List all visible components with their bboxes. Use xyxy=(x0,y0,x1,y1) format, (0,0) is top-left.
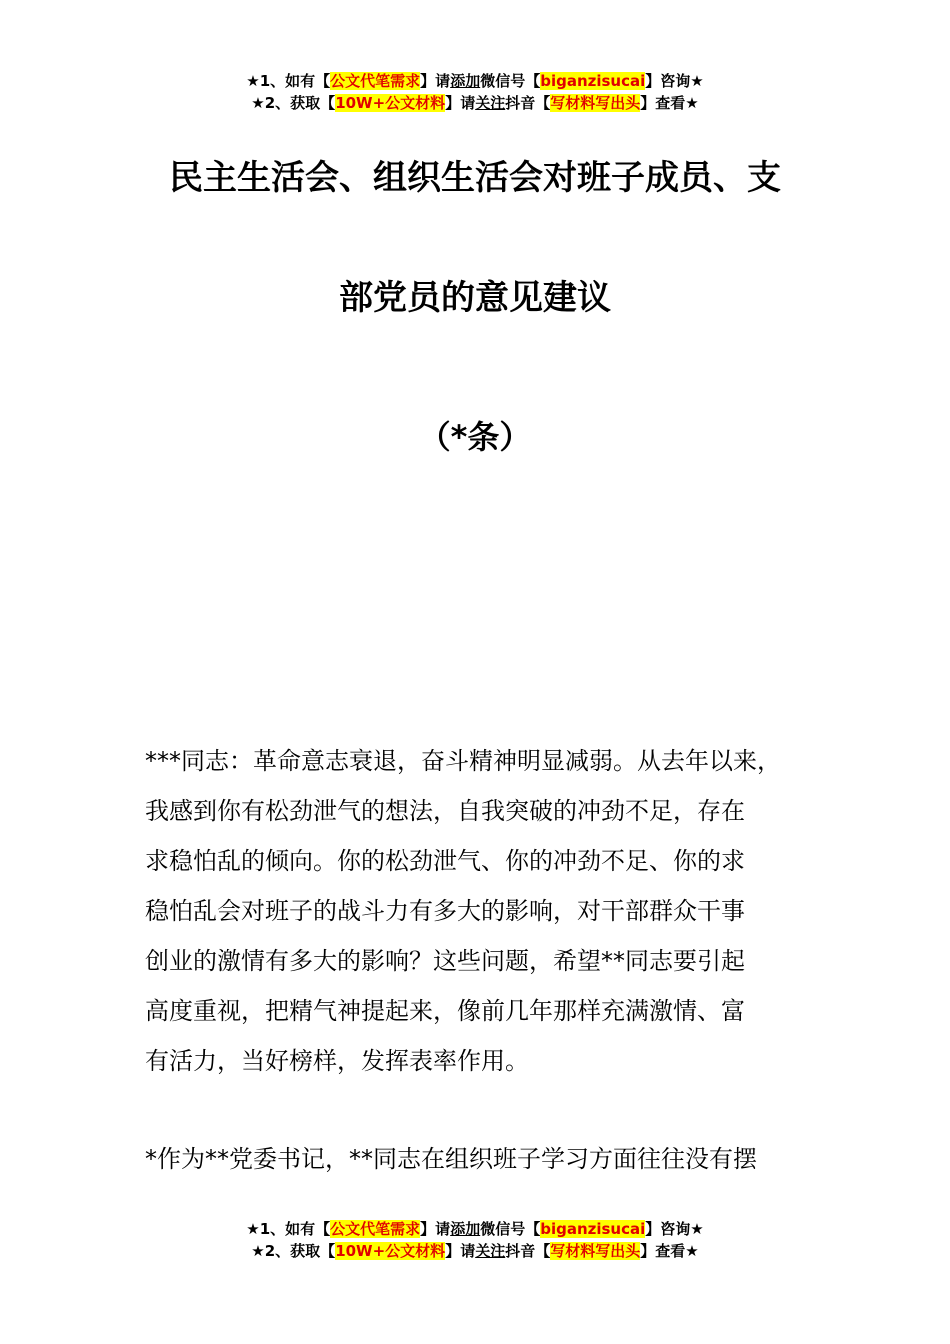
paragraph-line: 求稳怕乱的倾向。你的松劲泄气、你的冲劲不足、你的求 xyxy=(145,847,745,875)
banner-text: ★2、获取【 xyxy=(251,1242,336,1260)
banner-highlight: 写材料写出头 xyxy=(550,94,641,112)
banner-text: ★1、如有【 xyxy=(246,72,331,90)
banner-text: 抖音【 xyxy=(505,94,551,112)
paragraph-line: 创业的激情有多大的影响？这些问题，希望**同志要引起 xyxy=(145,947,745,975)
body-paragraph-1 xyxy=(145,736,835,1086)
banner-underline: 添加 xyxy=(450,1220,481,1238)
paragraph-line: *作为**党委书记，**同志在组织班子学习方面往往没有摆 xyxy=(145,1145,757,1173)
banner-text: 】咨询★ xyxy=(645,1220,704,1238)
banner-highlight: biganzisucai xyxy=(540,1220,646,1238)
banner-text: 微信号【 xyxy=(480,1220,541,1238)
banner-text: 微信号【 xyxy=(480,72,541,90)
banner-underline: 关注 xyxy=(475,1242,506,1260)
document-title-line-2: 部党员的意见建议 xyxy=(339,278,611,318)
banner-text: ★1、如有【 xyxy=(246,1220,331,1238)
banner-underline: 关注 xyxy=(475,94,506,112)
paragraph-line: 稳怕乱会对班子的战斗力有多大的影响，对干部群众干事 xyxy=(145,897,745,925)
paragraph-line: 高度重视，把精气神提起来，像前几年那样充满激情、富 xyxy=(145,997,745,1025)
footer-banner xyxy=(0,1218,950,1262)
banner-highlight: 公文代笔需求 xyxy=(330,72,421,90)
banner-highlight: 写材料写出头 xyxy=(550,1242,641,1260)
banner-text: 】查看★ xyxy=(640,94,699,112)
header-banner xyxy=(0,70,950,114)
banner-underline: 添加 xyxy=(450,72,481,90)
banner-highlight: 10W+公文材料 xyxy=(335,94,446,112)
banner-text: 】请 xyxy=(420,72,451,90)
paragraph-line: 我感到你有松劲泄气的想法，自我突破的冲劲不足，存在 xyxy=(145,797,745,825)
banner-highlight: biganzisucai xyxy=(540,72,646,90)
banner-line-2 xyxy=(0,1240,950,1262)
document-subtitle: （*条） xyxy=(418,418,532,456)
banner-line-2 xyxy=(0,92,950,114)
banner-text: 】咨询★ xyxy=(645,72,704,90)
banner-text: ★2、获取【 xyxy=(251,94,336,112)
banner-text: 】请 xyxy=(420,1220,451,1238)
banner-line-1 xyxy=(0,1218,950,1240)
paragraph-line: 有活力，当好榜样，发挥表率作用。 xyxy=(145,1047,529,1075)
banner-text: 】请 xyxy=(445,94,476,112)
paragraph-line: ***同志：革命意志衰退，奋斗精神明显减弱。从去年以来， xyxy=(145,747,781,775)
banner-highlight: 10W+公文材料 xyxy=(335,1242,446,1260)
banner-text: 】请 xyxy=(445,1242,476,1260)
banner-text: 抖音【 xyxy=(505,1242,551,1260)
body-paragraph-2 xyxy=(145,1134,835,1184)
banner-line-1 xyxy=(0,70,950,92)
banner-text: 】查看★ xyxy=(640,1242,699,1260)
banner-highlight: 公文代笔需求 xyxy=(330,1220,421,1238)
document-title-line-1: 民主生活会、组织生活会对班子成员、支 xyxy=(169,158,781,198)
